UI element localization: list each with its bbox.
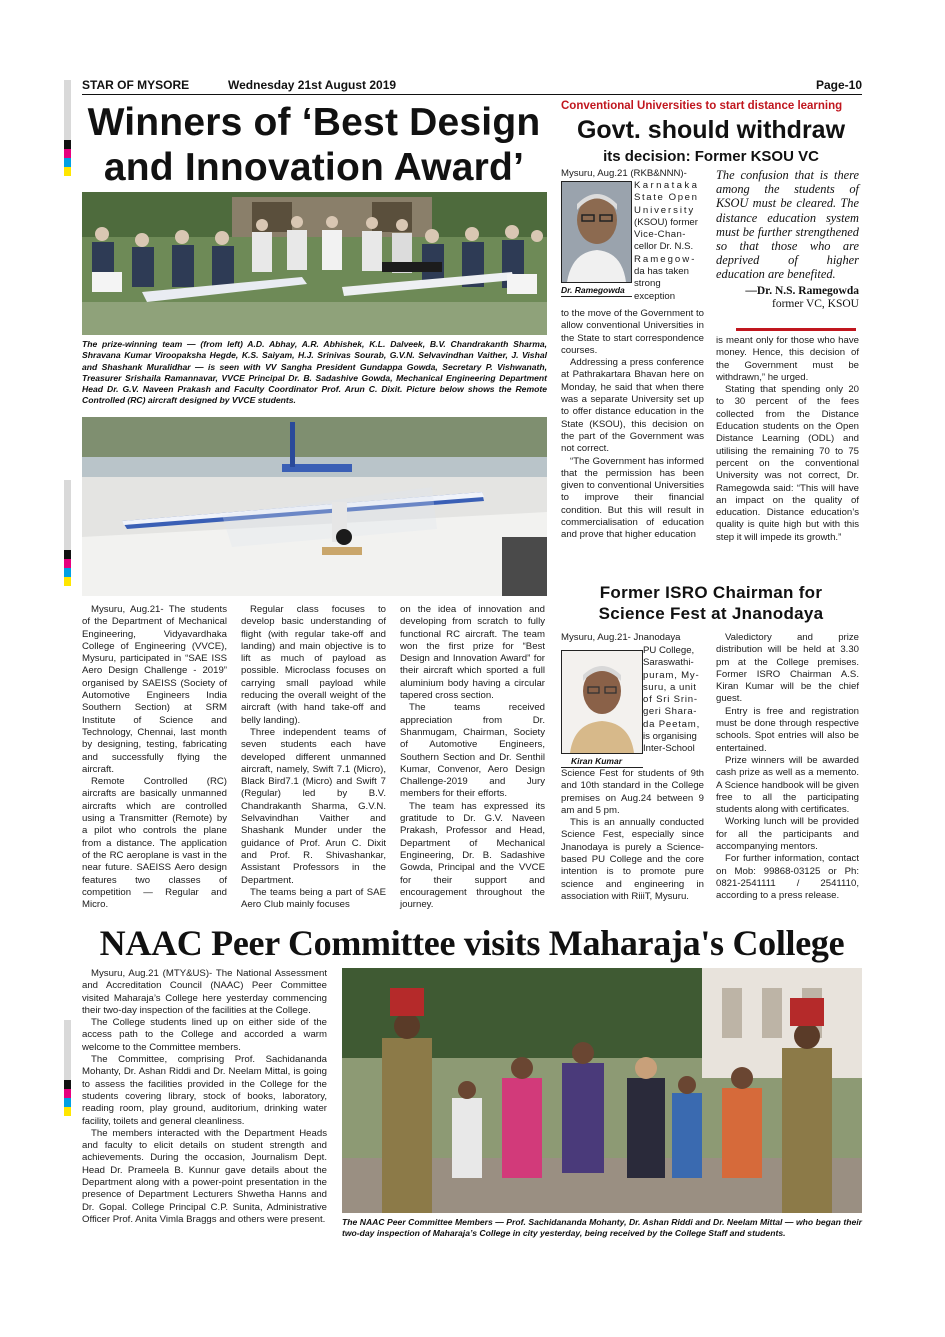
pull-quote-author: —Dr. N.S. Ramegowda — [745, 284, 859, 297]
ksou-col1-para: “The Government has informed that the permission has been given to conventional Universities to improve their financial condition. But this will result in commercialisation of education and prove that higher education — [561, 455, 704, 541]
isro-dateline-text: Mysuru, Aug.21- Jnanodaya — [561, 632, 681, 643]
ksou-column-1 — [561, 308, 704, 542]
aircraft-photo — [82, 417, 547, 596]
isro-wrap-line: geri Shara- — [643, 706, 698, 718]
ramegowda-portrait — [561, 181, 632, 283]
ksou-headline: Govt. should withdraw — [576, 116, 846, 144]
registration-mark-cyan — [64, 158, 71, 167]
pull-quote-text: The confusion that is there among the students of KSOU must be cleared. The distance education system must be further strengthened so that those who are deprived of higher education are benefited. — [716, 168, 859, 282]
ksou-wrap-line: Karnataka — [634, 180, 700, 191]
isro-wrap-line: da Peetam, — [643, 718, 701, 730]
award-col1-para: Mysuru, Aug.21- The students of the Department of Mechanical Engineering, Vidyavardhaka College of Engineering (VVCE), Mysuru, participated in “SAE ISS Aero Design Challenge - 2019” organised by SAEISS (Society of Automotive Engineers India Southern Section) at SRM Institute of Science and Technology, Chennai, last month by designing, testing, fabricating and successfully flying the aircraft. — [82, 604, 227, 775]
award-col3-para: The teams received appreciation from Dr. Shanmugam, Chairman, Society of Automotive Engineers, Southern Section and Dr. Senthil Kumar, Convenor, Aero Design Challenge-2019 and Jury members for their efforts. — [400, 702, 545, 800]
naac-photo-caption: The NAAC Peer Committee Members — Prof. Sachidananda Mohanty, Dr. Ashan Riddi and Dr. Neelam Mittal — who began their two-day inspection of Maharaja’s College in city yesterday, being received by the College Staff and students. — [342, 1217, 862, 1239]
ksou-col2-para: is meant only for those who have money. Hence, this decision of the Government must be withdrawn,” he urged. — [716, 335, 859, 383]
registration-mark-cyan — [64, 1098, 71, 1107]
ksou-wrap-line: Vice-Chan- — [634, 229, 686, 241]
isro-wrap-line: puram, My- — [643, 669, 700, 681]
registration-mark-yellow — [64, 577, 71, 586]
ksou-wrap-line: da has taken — [634, 266, 689, 278]
isro-headline-line2: Science Fest at Jnanodaya — [598, 604, 824, 623]
registration-mark-black — [64, 140, 71, 149]
ksou-pull-quote — [716, 168, 859, 310]
ksou-wrap-text-side — [634, 180, 704, 303]
ksou-col1-para: to the move of the Government to allow conventional Universities in the State to start correspondence courses. — [561, 308, 704, 356]
ksou-subhead: its decision: Former KSOU VC — [603, 148, 819, 165]
registration-mark-cyan — [64, 568, 71, 577]
ksou-wrap-line: Ramegow- — [634, 253, 697, 265]
kiran-kumar-portrait — [561, 650, 643, 754]
isro-col1-para: Science Fest for students of 9th and 10th standard in the College premises on Aug.24 between 9 am and 5 pm. — [561, 768, 704, 816]
isro-col2-para: For further information, contact on Mob: 99868-03125 or Ph: 0821-2541111 / 2541110, according to a press release. — [716, 853, 859, 902]
isro-column-2 — [716, 632, 859, 903]
isro-headline-line1: Former ISRO Chairman for — [599, 583, 823, 602]
kiran-kumar-label: Kiran Kumar — [561, 756, 643, 768]
ksou-dateline: Mysuru, Aug.21 (RKB&NNN)- — [561, 168, 687, 179]
registration-mark-magenta — [64, 559, 71, 568]
award-column-3 — [400, 604, 545, 911]
isro-col2-para: Entry is free and registration must be done through respective schools. Spot entries will also be entertained. — [716, 705, 859, 754]
award-column-2 — [241, 604, 386, 911]
ksou-col1-para: Addressing a press conference at Pathrakartara Bhavan here on Monday, he said that when there was a separate University set up to offer distance education in the State (KSOU), this decision on the part of the Government was not correct. — [561, 357, 704, 455]
award-col3-para: on the idea of innovation and developing from scratch to fully functional RC aircraft. The team won the first prize for “Best Design and Innovation Award” for their aircraft which sported a full aluminium body having a circular tapered cross section. — [400, 604, 545, 702]
award-col3-para: The team has expressed its gratitude to Dr. G.V. Naveen Prakash, Professor and Head, Department of Mechanical Engineering, Dr. B. Sadashive Gowda, Principal and the VVCE for their support and encouragement throughout the journey. — [400, 800, 545, 911]
pull-quote-role: former VC, KSOU — [772, 297, 859, 310]
award-column-1 — [82, 604, 227, 911]
registration-mark-magenta — [64, 149, 71, 158]
award-headline-line1: Winners of ‘Best Design — [87, 101, 541, 144]
ksou-col2-para: Stating that spending only 20 to 30 percent of the fees collected from the Distance Education students on the Open Distance Learning (ODL) and utilising the remaining 70 to 75 percent on the conventional University was not correct, Dr. Ramegowda said: “This will have an impact on the quality of education. Distance education’s quality is quite high but with this step it will impede its growth.” — [716, 384, 859, 543]
isro-wrap-line: suru, a unit — [643, 681, 697, 693]
award-col2-para: The teams being a part of SAE Aero Club mainly focuses — [241, 886, 386, 911]
ksou-wrap-line: cellor Dr. N.S. — [634, 241, 694, 253]
ksou-wrap-line: State Open — [634, 192, 699, 204]
isro-dateline — [561, 632, 706, 644]
award-col2-para: Regular class focuses to develop basic understanding of flight (with regular take-off and landing) and main objective is to lift as much of payload as possible. Microclass focuses on carrying small payload while reducing the overall weight of the aircraft (with hand take-off and belly landing). — [241, 604, 386, 726]
isro-col1-para: This is an annually conducted Science Fest, especially since Jnanodaya is purely a Science-based PU College and the core intention is to promote pure science and engineering in association with RiiiT, Mysuru. — [561, 817, 704, 902]
isro-wrap-text-side — [643, 645, 704, 756]
registration-bar — [64, 80, 71, 140]
naac-para: The members interacted with the Department Heads and faculty to elicit details on student strength and achievements. During the occasion, Journalism Dept. Head Dr. Prameela B. Kunnur gave details about the Department along with a power-point presentation in the presence of Department Lecturers Shwetha Hanns and Dr. Gopal. College Principal C.P. Sunita, Administrative Officer Prof. Anita Vimla Braggs and others were present. — [82, 1127, 327, 1225]
isro-col2-para: Working lunch will be provided for all the participants and accompanying mentors. — [716, 816, 859, 853]
registration-mark-black — [64, 550, 71, 559]
award-col2-para: Three independent teams of seven students each have developed different unmanned aircraft, namely, Swift 7.1 (Micro), Black Bird7.1 (Micro) and Swift 7 (Regular) led by B.V. Chandrakanth Sharma, G.V.N. Selvavindhan Vaither and Shashank Munder under the guidance of Prof. Arun C. Dixit and Prof. R. Shivashankar, Assistant Professors in the Department. — [241, 726, 386, 886]
registration-bar — [64, 480, 71, 550]
ksou-column-2 — [716, 335, 859, 544]
isro-column-1 — [561, 768, 704, 903]
award-headline — [80, 100, 548, 190]
page-number: Page-10 — [815, 78, 862, 92]
isro-wrap-line: Saraswathi- — [643, 657, 694, 669]
team-photo-caption: The prize-winning team — (from left) A.D. Abhay, A.R. Abhishek, K.L. Dalveek, B.V. Chandrakanth Sharma, Shravana Kumar Viroopaksha Hegde, K.S. Saiyam, H.J. Srinivas Sourab, G.V.N. Selvavindhan Vaither, J. Vishal and Shashank Muralidhar — is seen with VV Sangha President Gundappa Gowda, Secretary P. Vishwanath, Treasurer Srishaila Ramannavar, VVCE Principal Dr. B. Sadashive Gowda, Mechanical Engineering Department Head Dr. G.V. Naveen Prakash and Faculty Coordinator Prof. Arun C. Dixit. Picture below shows the Remote Controlled (RC) aircraft designed by VVCE students. — [82, 339, 547, 406]
naac-para: Mysuru, Aug.21 (MTY&US)- The National Assessment and Accreditation Council (NAAC) Peer Committee visited Maharaja’s College here yesterday commencing their two-day inspection of the facilities at the College. — [82, 968, 327, 1016]
ksou-wrap-line: (KSOU) former — [634, 216, 698, 228]
award-headline-line2: and Innovation Award’ — [103, 146, 525, 189]
award-col1-para: Remote Controlled (RC) aircrafts are basically unmanned aircrafts which are controlled using a Transmitter (Remote) by a pilot who controls the plane from a distance. The application of the RC aeroplane is vast in the near future. SAEISS Aero design features two classes of competition — Regular and Micro. — [82, 776, 227, 911]
registration-bar — [64, 1020, 71, 1080]
isro-col2-para: Valedictory and prize distribution will be held at 3.30 pm at the College premises. Former ISRO Chairman A.S. Kiran Kumar will be the chief guest. — [716, 632, 859, 705]
naac-visit-photo — [342, 968, 862, 1213]
issue-date: Wednesday 21st August 2019 — [228, 78, 397, 92]
registration-mark-magenta — [64, 1089, 71, 1098]
masthead — [82, 78, 862, 95]
naac-para: The Committee, comprising Prof. Sachidananda Mohanty, Dr. Ashan Riddi and Dr. Neelam Mittal, is going to assess the facilities provided in the College for the students covering library, stock of books, laboratory, reading room, play ground, auditorium, drinking water facility, toilets and general cleanliness. — [82, 1054, 327, 1127]
isro-wrap-line: PU College, — [643, 645, 695, 656]
ksou-wrap-line: strong exception — [634, 278, 676, 302]
ramegowda-label: Dr. Ramegowda — [561, 285, 632, 297]
team-photo — [82, 192, 547, 335]
ksou-wrap-text — [561, 168, 704, 180]
isro-col2-para: Prize winners will be awarded cash prize as well as a memento. A Science handbook will be given free to all the participating students along with certificates. — [716, 754, 859, 816]
quote-rule — [736, 328, 856, 331]
isro-headline — [561, 582, 861, 624]
registration-mark-yellow — [64, 167, 71, 176]
isro-wrap-line: of Sri Srin- — [643, 694, 698, 706]
registration-mark-black — [64, 1080, 71, 1089]
ksou-kicker: Conventional Universities to start distance learning — [561, 100, 843, 112]
isro-wrap-line: Inter-School — [643, 743, 695, 755]
paper-name: STAR OF MYSORE — [82, 78, 190, 92]
naac-headline: NAAC Peer Committee visits Maharaja's College — [99, 923, 845, 963]
ksou-wrap-line: University — [634, 204, 696, 216]
registration-mark-yellow — [64, 1107, 71, 1116]
naac-body — [82, 968, 327, 1226]
isro-wrap-line: is organising — [643, 731, 697, 743]
naac-para: The College students lined up on either side of the access path to the College and accorded a warm welcome to the Committee members. — [82, 1017, 327, 1053]
